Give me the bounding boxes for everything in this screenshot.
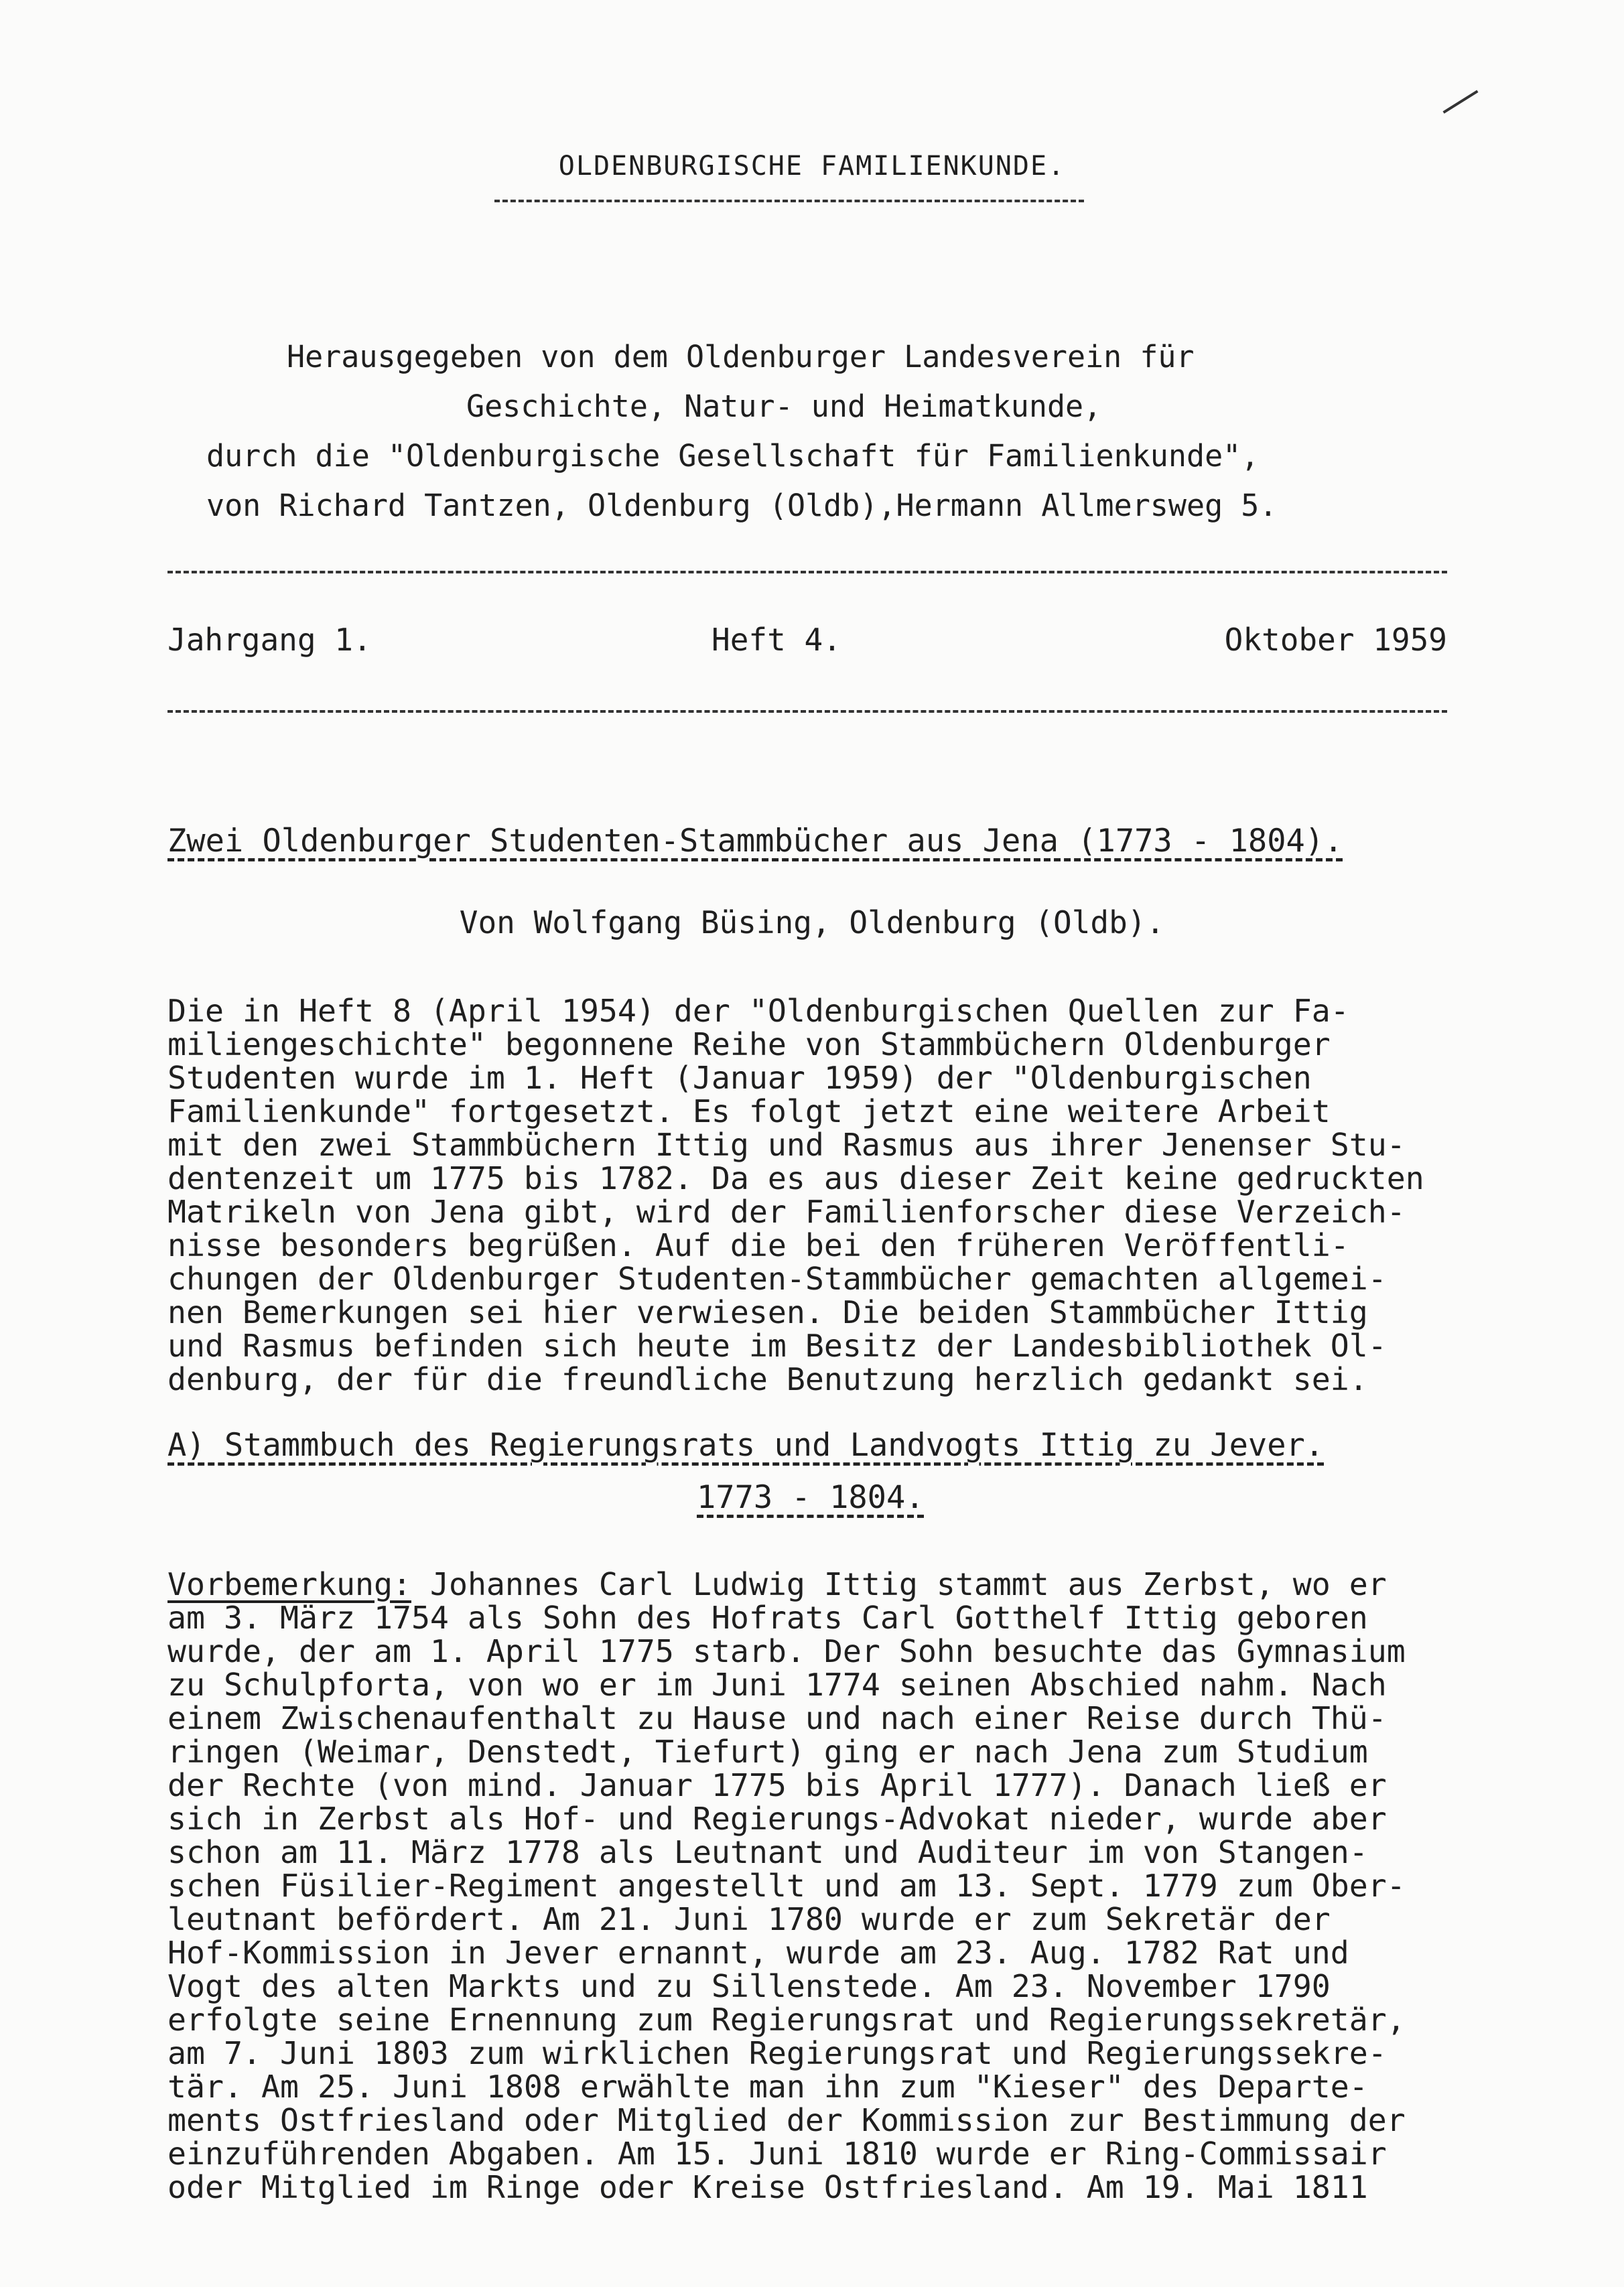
text-line: am 7. Juni 1803 zum wirklichen Regierungsrat und Regierungssekre- (167, 2035, 1387, 2071)
text-line: einem Zwischenaufenthalt zu Hause und nach einer Reise durch Thü- (167, 1700, 1387, 1736)
text-line: wurde, der am 1. April 1775 starb. Der Sohn besuchte das Gymnasium (167, 1633, 1406, 1669)
text-line: nisse besonders begrüßen. Auf die bei den früheren Veröffentli- (167, 1227, 1349, 1263)
issue-volume: Jahrgang 1. (167, 622, 372, 658)
text-line: Studenten wurde im 1. Heft (Januar 1959) der "Oldenburgischen (167, 1060, 1312, 1096)
publisher-block (161, 332, 1501, 531)
text-line: chungen der Oldenburger Studenten-Stammbücher gemachten allgemei- (167, 1261, 1387, 1297)
remark-label: Vorbemerkung: (167, 1566, 411, 1602)
text-line: der Rechte (von mind. Januar 1775 bis April 1777). Danach ließ er (167, 1767, 1387, 1803)
text-line: schen Füsilier-Regiment angestellt und am 13. Sept. 1779 zum Ober- (167, 1868, 1406, 1904)
publisher-line: durch die "Oldenburgische Gesellschaft für Familienkunde", (206, 438, 1260, 474)
text-line: nen Bemerkungen sei hier verwiesen. Die beiden Stammbücher Ittig (167, 1294, 1368, 1330)
text-line: tär. Am 25. Juni 1808 erwählte man ihn zum "Kieser" des Departe- (167, 2069, 1368, 2105)
text-line: und Rasmus befinden sich heute im Besitz der Landesbibliothek Ol- (167, 1328, 1387, 1364)
journal-title-underline (494, 200, 1084, 202)
article-title: Zwei Oldenburger Studenten-Stammbücher aus Jena (1773 - 1804). (167, 823, 1343, 859)
publisher-line: Geschichte, Natur- und Heimatkunde, (466, 389, 1102, 424)
text-line: oder Mitglied im Ringe oder Kreise Ostfriesland. Am 19. Mai 1811 (167, 2169, 1368, 2205)
text-line: dentenzeit um 1775 bis 1782. Da es aus dieser Zeit keine gedruckten (167, 1160, 1424, 1196)
text-line: Vogt des alten Markts und zu Sillenstede. Am 23. November 1790 (167, 1968, 1331, 2004)
remark-paragraph (167, 1568, 1548, 2204)
intro-paragraph (167, 994, 1548, 1396)
text-line: Die in Heft 8 (April 1954) der "Oldenburgischen Quellen zur Fa- (167, 993, 1349, 1029)
text-line: ments Ostfriesland oder Mitglied der Kommission zur Bestimmung der (167, 2102, 1406, 2138)
publisher-line: Herausgegeben von dem Oldenburger Landesverein für (287, 339, 1195, 374)
dashed-separator (167, 571, 1447, 573)
dashed-separator (167, 710, 1447, 713)
text-line: denburg, der für die freundliche Benutzung herzlich gedankt sei. (167, 1361, 1368, 1397)
text-line: Hof-Kommission in Jever ernannt, wurde am 23. Aug. 1782 Rat und (167, 1935, 1349, 1971)
handwritten-tick-mark (1442, 90, 1478, 113)
remark-first-line-text: Johannes Carl Ludwig Ittig stammt aus Zerbst, wo er (411, 1566, 1387, 1602)
issue-info-row (167, 622, 1447, 662)
text-line: erfolgte seine Ernennung zum Regierungsrat und Regierungssekretär, (167, 2002, 1406, 2038)
issue-date: Oktober 1959 (1224, 622, 1447, 658)
text-line: schon am 11. März 1778 als Leutnant und Auditeur im von Stangen- (167, 1834, 1368, 1870)
text-line: Familienkunde" fortgesetzt. Es folgt jetzt eine weitere Arbeit (167, 1093, 1331, 1129)
section-title: A) Stammbuch des Regierungsrats und Landvogts Ittig zu Jever. (167, 1427, 1325, 1464)
issue-number: Heft 4. (712, 622, 841, 658)
text-line: Matrikeln von Jena gibt, wird der Familienforscher diese Verzeich- (167, 1194, 1406, 1230)
journal-title: OLDENBURGISCHE FAMILIENKUNDE. (558, 151, 1066, 182)
text-line: ringen (Weimar, Denstedt, Tiefurt) ging er nach Jena zum Studium (167, 1734, 1368, 1770)
text-line (167, 1568, 1548, 1601)
text-line: sich in Zerbst als Hof- und Regierungs-Advokat nieder, wurde aber (167, 1801, 1387, 1837)
publisher-line: von Richard Tantzen, Oldenburg (Oldb),Hermann Allmersweg 5. (206, 488, 1278, 523)
section-years: 1773 - 1804. (697, 1479, 925, 1516)
text-line: zu Schulpforta, von wo er im Juni 1774 seinen Abschied nahm. Nach (167, 1667, 1387, 1703)
text-line: miliengeschichte" begonnene Reihe von Stammbüchern Oldenburger (167, 1026, 1331, 1062)
article-author: Von Wolfgang Büsing, Oldenburg (Oldb). (459, 904, 1165, 941)
text-line: mit den zwei Stammbüchern Ittig und Rasmus aus ihrer Jenenser Stu- (167, 1127, 1406, 1163)
text-line: einzuführenden Abgaben. Am 15. Juni 1810 wurde er Ring-Commissair (167, 2136, 1387, 2172)
text-line: leutnant befördert. Am 21. Juni 1780 wurde er zum Sekretär der (167, 1901, 1331, 1937)
text-line: am 3. März 1754 als Sohn des Hofrats Carl Gotthelf Ittig geboren (167, 1600, 1368, 1636)
